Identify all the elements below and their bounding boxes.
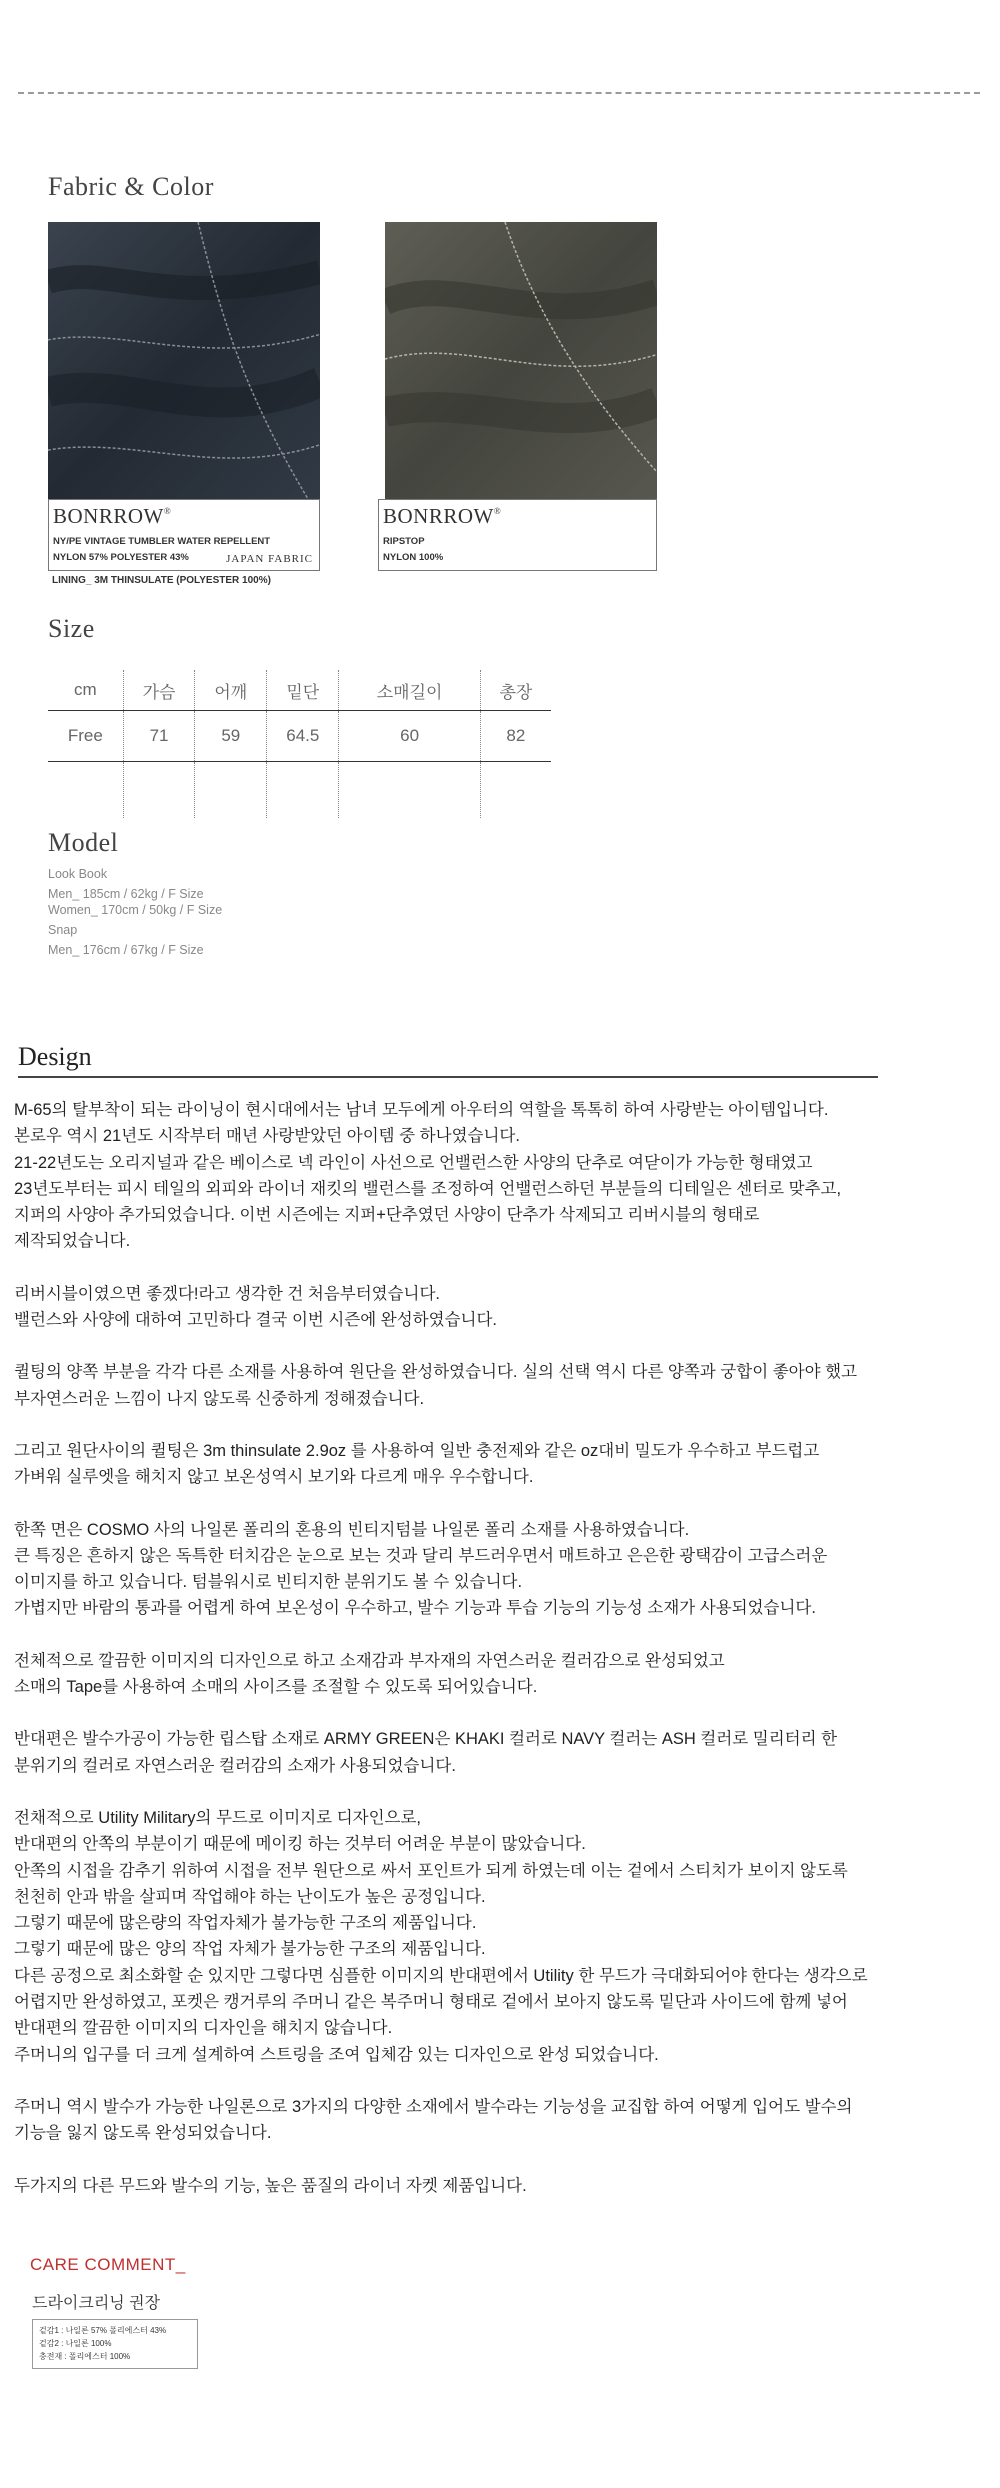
design-line: 그렇기 때문에 많은량의 작업자체가 불가능한 구조의 제품입니다. [14,1914,477,1933]
size-title: Size [48,614,95,643]
design-line: 리버시블이였으면 좋겠다!라고 생각한 건 처음부터였습니다. [14,1284,440,1303]
size-table-empty-row [48,762,551,819]
design-line: 퀼팅의 양쪽 부분을 각각 다른 소재를 사용하여 원단을 완성하였습니다. 실의 선택 역시 다른 양쪽과 궁합이 좋아야 했고 [14,1363,858,1382]
model-line: Men_ 185cm / 62kg / F Size [48,887,204,901]
size-header-cell: 어깨 [195,670,267,711]
model-line: Women_ 170cm / 50kg / F Size [48,903,223,917]
fabric-description: RIPSTOP [383,536,425,547]
size-cell: Free [48,711,123,762]
design-line: 안쪽의 시접을 감추기 위하여 시접을 전부 원단으로 싸서 포인트가 되게 하였는데 이는 겉에서 스티치가 보이지 않도록 [14,1861,848,1880]
design-line: 전체적으로 깔끔한 이미지의 디자인으로 하고 소재감과 부자재의 자연스러운 컬러감으로 완성되었고 [14,1651,725,1670]
design-paragraph [14,1438,994,1491]
design-paragraph [14,1805,994,2068]
design-paragraph [14,1517,994,1622]
design-line: 천천히 안과 밖을 살피며 작업해야 하는 난이도가 높은 공정입니다. [14,1887,486,1906]
design-line: 밸런스와 사양에 대하여 고민하다 결국 이번 시즌에 완성하였습니다. [14,1311,497,1330]
design-line: 주머니 역시 발수가 가능한 나일론으로 3가지의 다양한 소재에서 발수라는 기능성을 교집합 하여 어떻게 입어도 발수의 [14,2097,853,2116]
fabric-swatch-navy [48,222,320,499]
design-line: 반대편은 발수가공이 가능한 립스탑 소재로 ARMY GREEN은 KHAKI 컬러로 NAVY 컬러는 ASH 컬러로 밀리터리 한 [14,1730,838,1749]
dashed-divider [18,92,980,94]
design-paragraph [14,2094,994,2147]
design-line: 반대편의 안쪽의 부분이기 때문에 메이킹 하는 것부터 어려운 부분이 많았습니다. [14,1835,586,1854]
design-paragraph [14,1097,994,1255]
design-line: 가볍지만 바람의 통과를 어렵게 하여 보온성이 우수하고, 발수 기능과 투습 기능의 기능성 소재가 사용되었습니다. [14,1599,816,1618]
size-header-cell: 소매길이 [339,670,480,711]
model-line: Look Book [48,867,108,881]
care-instruction: 드라이크리닝 권장 [32,2295,161,2312]
fabric-composition: NYLON 100% [383,552,444,563]
fabric-composition: NYLON 57% POLYESTER 43% [53,552,189,563]
fabric-color-title: Fabric & Color [48,172,214,201]
design-line: 가벼워 실루엣을 해치지 않고 보온성역시 보기와 다르게 매우 우수합니다. [14,1468,534,1487]
brand-name: BONRROW® [53,504,172,528]
design-line: M-65의 탈부착이 되는 라이닝이 현시대에서는 남녀 모두에게 아우터의 역할을 톡톡히 하여 사랑받는 아이템입니다. [14,1101,829,1119]
fabric-origin: JAPAN FABRIC [226,553,313,565]
design-line: 그리고 원단사이의 퀼팅은 3m thinsulate 2.9oz 를 사용하여 일반 충전제와 같은 oz대비 밀도가 우수하고 부드럽고 [14,1441,820,1460]
size-cell: 64.5 [267,711,339,762]
fabric-description: NY/PE VINTAGE TUMBLER WATER REPELLENT [53,536,271,547]
model-info [48,866,222,958]
model-line: Men_ 176cm / 67kg / F Size [48,943,204,957]
design-line: 주머니의 입구를 더 크게 설계하여 스트링을 조여 입체감 있는 디자인으로 완성 되었습니다. [14,2045,659,2064]
design-line: 23년도부터는 피시 테일의 외피와 라이너 재킷의 밸런스를 조정하여 언밸런스하던 부분들의 디테일은 센터로 맞추고, [14,1179,842,1198]
size-cell: 59 [195,711,267,762]
design-paragraph [14,1648,994,1701]
design-line: 다른 공정으로 최소화할 순 있지만 그렇다면 심플한 이미지의 반대편에서 Utility 한 무드가 극대화되어야 한다는 생각으로 [14,1966,868,1985]
model-line: Snap [48,923,78,937]
fabric-label-card-1 [48,499,320,571]
design-line: 이미지를 하고 있습니다. 텀블워시로 빈티지한 분위기도 볼 수 있습니다. [14,1573,523,1592]
size-table-row [48,711,551,762]
size-cell: 71 [123,711,195,762]
size-header-cell: 밑단 [267,670,339,711]
composition-label [32,2319,198,2369]
design-paragraph [14,1726,994,1779]
design-line: 부자연스러운 느낌이 나지 않도록 신중하게 정해졌습니다. [14,1389,425,1408]
design-line: 소매의 Tape를 사용하여 소매의 사이즈를 조절할 수 있도록 되어있습니다. [14,1678,538,1697]
design-line: 본로우 역시 21년도 시작부터 매년 사랑받았던 아이템 중 하나였습니다. [14,1127,520,1146]
composition-line: 충전재 : 폴리에스터 100% [39,2352,131,2361]
size-table-header [48,670,551,711]
design-paragraph [14,1281,994,1334]
design-line: 지퍼의 사양아 추가되었습니다. 이번 시즌에는 지퍼+단추였던 사양이 단추가 삭제되고 리버시블의 형태로 [14,1206,760,1225]
composition-line: 겉감2 : 나일론 100% [39,2339,112,2348]
size-header-cell: 총장 [480,670,551,711]
design-line: 한쪽 면은 COSMO 사의 나일론 폴리의 혼용의 빈티지텀블 나일론 폴리 소재를 사용하였습니다. [14,1520,690,1539]
design-description [14,1097,994,2225]
design-line: 어렵지만 완성하였고, 포켓은 캥거루의 주머니 같은 복주머니 형태로 겉에서 보아지 않도록 밑단과 사이드에 함께 넣어 [14,1993,848,2012]
size-header-cell: 가슴 [123,670,195,711]
design-line: 두가지의 다른 무드와 발수의 기능, 높은 품질의 라이너 자켓 제품입니다. [14,2176,527,2195]
design-line: 반대편의 깔끔한 이미지의 디자인을 해치지 않습니다. [14,2019,393,2038]
design-title: Design [18,1042,92,1071]
design-line: 그렇기 때문에 많은 양의 작업 자체가 불가능한 구조의 제품입니다. [14,1940,486,1959]
design-paragraph [14,1359,994,1412]
design-line: 전채적으로 Utility Military의 무드로 이미지로 디자인으로, [14,1808,421,1827]
design-line: 기능을 잃지 않도록 완성되었습니다. [14,2124,272,2143]
design-paragraph [14,2173,994,2199]
lining-info: LINING_ 3M THINSULATE (POLYESTER 100%) [52,575,271,586]
design-line: 제작되었습니다. [14,1232,131,1251]
design-line: 큰 특징은 흔하지 않은 독특한 터치감은 눈으로 보는 것과 달리 부드러우면서 매트하고 은은한 광택감이 고급스러운 [14,1546,828,1565]
size-cell: 60 [339,711,480,762]
design-line: 분위기의 컬러로 자연스러운 컬러감의 소재가 사용되었습니다. [14,1756,456,1775]
fabric-swatch-khaki [385,222,657,499]
size-cell: 82 [480,711,551,762]
design-line: 21-22년도는 오리지널과 같은 베이스로 넥 라인이 사선으로 언밸런스한 사양의 단추로 여닫이가 가능한 형태였고 [14,1153,813,1172]
model-title: Model [48,828,119,857]
brand-name: BONRROW® [383,504,502,528]
care-comment-title: CARE COMMENT_ [30,2255,186,2274]
composition-line: 겉감1 : 나일론 57% 폴리에스터 43% [39,2326,167,2335]
size-header-cell: cm [48,670,123,711]
fabric-label-card-2 [378,499,657,571]
design-divider [18,1076,878,1078]
size-table [48,670,551,818]
